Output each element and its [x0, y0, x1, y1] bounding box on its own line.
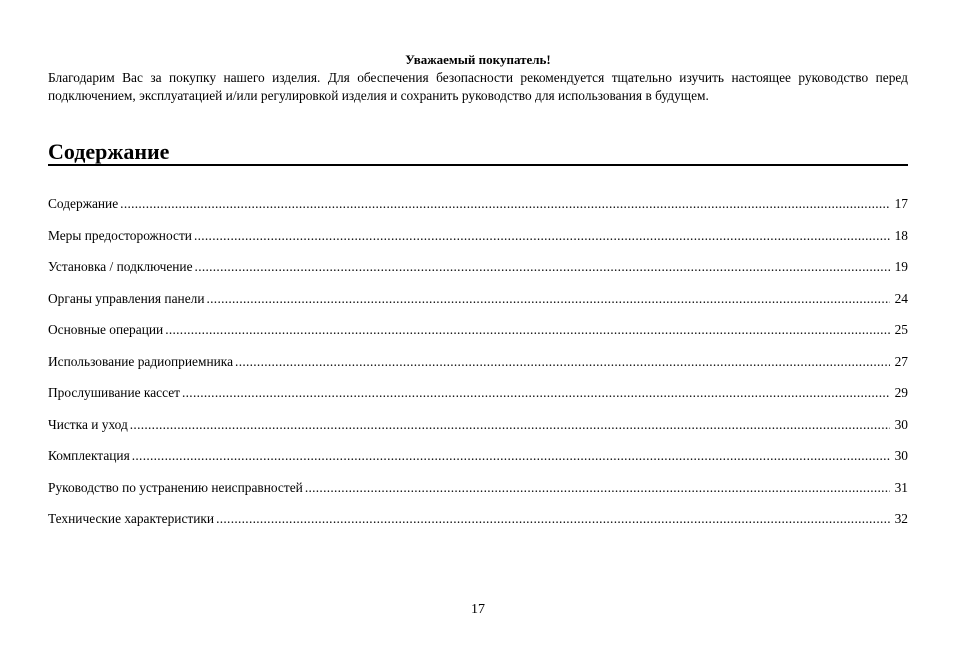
toc-entry-label: Чистка и уход	[48, 416, 128, 432]
toc-entry	[48, 321, 908, 353]
greeting-title: Уважаемый покупатель!	[405, 52, 551, 67]
toc-entry-page: 24	[894, 290, 908, 306]
toc-entry	[48, 258, 908, 290]
toc-entry	[48, 290, 908, 322]
toc-entry	[48, 353, 908, 385]
toc-entry-label: Установка / подключение	[48, 259, 193, 274]
toc-entry	[48, 510, 908, 542]
document-page	[48, 0, 908, 649]
toc-entry	[48, 447, 908, 479]
toc-entry	[48, 416, 908, 448]
toc-entry	[48, 195, 908, 227]
toc-entry	[48, 384, 908, 416]
toc-entry-label: Меры предосторожности	[48, 227, 192, 243]
toc-dot-leader	[216, 510, 890, 528]
toc-entry-page: 29	[894, 385, 908, 400]
toc-entry-page: 27	[894, 353, 908, 369]
toc-dot-leader	[195, 258, 890, 276]
intro-paragraph: Благодарим Вас за покупку нашего изделия. Для обеспечения безопасности рекомендуется тщательно изучить настоящее руководство перед подключением, эксплуатацией и/или регулировкой изделия и сохранить руководство для использования в будущем.	[48, 70, 908, 103]
toc-entry-page: 32	[894, 511, 908, 526]
toc-dot-leader	[235, 353, 890, 371]
toc-entry-label: Технические характеристики	[48, 511, 215, 526]
toc-dot-leader	[120, 195, 890, 213]
page-number: 17	[471, 602, 485, 617]
toc-entry-page: 18	[894, 227, 908, 243]
toc-entry-page: 25	[894, 322, 908, 337]
toc-heading: Содержание	[48, 139, 170, 164]
toc-entry-page: 19	[894, 259, 908, 274]
toc-entry-label: Основные операции	[48, 322, 164, 337]
toc-dot-leader	[132, 447, 890, 465]
toc-dot-leader	[130, 416, 890, 434]
table-of-contents	[48, 195, 908, 542]
toc-dot-leader	[194, 227, 890, 245]
toc-entry-label: Использование радиоприемника	[48, 353, 234, 369]
toc-entry-page: 31	[894, 479, 908, 495]
toc-entry-label: Комплектация	[48, 448, 130, 463]
heading-divider	[48, 164, 908, 166]
toc-entry-label: Прослушивание кассет	[48, 385, 180, 400]
toc-entry-label: Руководство по устранению неисправностей	[48, 479, 303, 495]
toc-dot-leader	[207, 290, 891, 308]
toc-entry-page: 30	[894, 448, 908, 463]
toc-entry-page: 30	[894, 416, 908, 432]
toc-entry-label: Содержание	[48, 196, 119, 211]
toc-entry-label: Органы управления панели	[48, 290, 205, 306]
toc-entry	[48, 479, 908, 511]
toc-dot-leader	[182, 384, 890, 402]
toc-entry	[48, 227, 908, 259]
toc-dot-leader	[165, 321, 890, 339]
toc-entry-page: 17	[894, 196, 908, 211]
toc-dot-leader	[305, 479, 890, 497]
